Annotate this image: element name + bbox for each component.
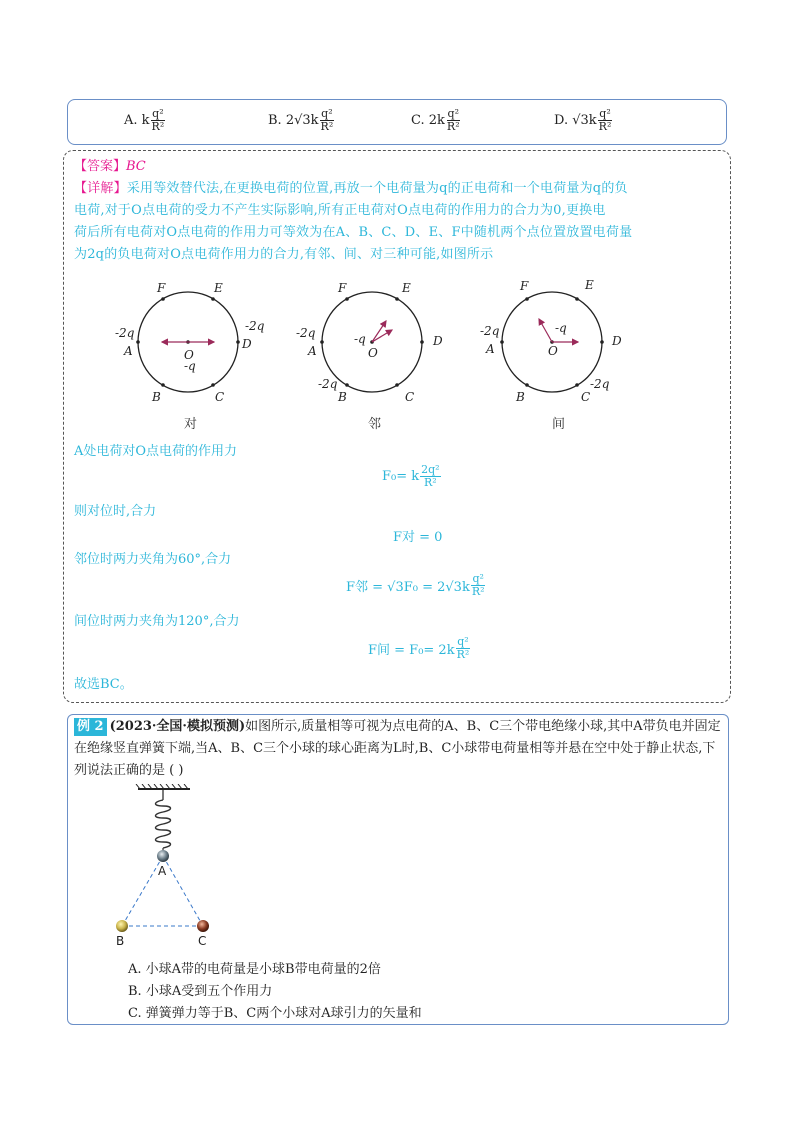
- caption-lin: 邻: [368, 417, 382, 432]
- answer-line: [74, 156, 146, 178]
- d3-label-B: B: [516, 390, 525, 404]
- d1-label-neg-q: -q: [184, 359, 196, 373]
- answer-value: BC: [126, 159, 146, 174]
- option-c-prefix: C. 2k: [411, 113, 445, 128]
- example-source: (2023·全国·模拟预测): [109, 719, 246, 734]
- answer-tag: 【答案】: [74, 159, 127, 174]
- example-stem-text: 如图所示,质量相等可视为点电荷的A、B、C三个带电绝缘小球,其中A带负电并固定在绝缘竖直弹簧下端,当A、B、C三个小球的球心距离为L时,B、C小球带电荷量相等并悬在空中处于静止状态,下列说法正确的是 ( ): [74, 719, 721, 778]
- d2-label-F: F: [338, 281, 347, 295]
- detail-line-3: 荷后所有电荷对O点电荷的作用力可等效为在A、B、C、D、E、F中随机两个点位置放置电荷量: [74, 225, 633, 240]
- option-c[interactable]: [411, 108, 461, 133]
- diagram-jian: [480, 278, 622, 404]
- conclusion: 故选BC。: [74, 677, 133, 692]
- formula-f-jian: F间 = F₀= 2k $\frac{\text{q²}}{\text{R²}}$: [368, 635, 470, 661]
- label-ball-b: B: [116, 934, 125, 948]
- label-ball-c: C: [198, 934, 207, 948]
- d2-label-C: C: [405, 390, 415, 404]
- diagram-lin: [296, 281, 443, 404]
- option-b[interactable]: [268, 108, 334, 133]
- option-d-fraction: $\frac{\text{q²}}{\text{R²}}$: [598, 107, 612, 133]
- option-d[interactable]: [554, 108, 612, 133]
- d1-label-D: D: [242, 337, 252, 351]
- formula-f0: F₀= k $\frac{\text{2q²}}{\text{R²}}$: [382, 463, 440, 489]
- charge-circle-diagrams: [100, 275, 660, 435]
- example-tag: 例 2: [74, 718, 107, 736]
- d1-label-neg2q-right: -2q: [245, 319, 265, 333]
- diagram-dui: [115, 281, 265, 404]
- d3-label-E: E: [585, 278, 594, 292]
- d2-label-E: E: [402, 281, 411, 295]
- options-box: [67, 99, 727, 145]
- choice-c[interactable]: C. 弹簧弹力等于B、C两个小球对A球引力的矢量和: [128, 1006, 422, 1021]
- d2-label-B: B: [338, 390, 347, 404]
- detail-tag: 【详解】: [74, 181, 127, 196]
- d1-label-A: A: [124, 344, 133, 358]
- spring-ball-figure: [108, 784, 228, 949]
- d3-label-D: D: [612, 334, 622, 348]
- d2-label-neg2q-bottom: -2q: [318, 377, 338, 391]
- option-d-prefix: D. √3k: [554, 113, 597, 128]
- choice-a[interactable]: A. 小球A带的电荷量是小球B带电荷量的2倍: [128, 962, 381, 977]
- d1-label-neg2q-left: -2q: [115, 326, 135, 340]
- option-b-fraction: $\frac{\text{q²}}{\text{R²}}$: [320, 107, 334, 133]
- d3-label-A: A: [486, 342, 495, 356]
- d2-label-O: O: [368, 346, 378, 360]
- line-dui: 则对位时,合力: [74, 504, 157, 519]
- label-ball-a: A: [158, 864, 167, 878]
- d3-label-O: O: [548, 344, 558, 358]
- d3-label-neg-q: -q: [555, 321, 567, 335]
- option-a[interactable]: [124, 108, 165, 133]
- formula-f-lin: F邻 = √3F₀ = 2√3k $\frac{\text{q²}}{\text{R²}}$: [346, 572, 485, 598]
- d1-label-F: F: [157, 281, 166, 295]
- line-lin: 邻位时两力夹角为60°,合力: [74, 552, 232, 567]
- detail-line-4: 为2q的负电荷对O点电荷作用力的合力,有邻、间、对三种可能,如图所示: [74, 247, 494, 262]
- d1-label-E: E: [214, 281, 223, 295]
- line-jian: 间位时两力夹角为120°,合力: [74, 614, 240, 629]
- d3-label-C: C: [581, 390, 591, 404]
- option-c-fraction: $\frac{\text{q²}}{\text{R²}}$: [446, 107, 460, 133]
- d2-label-neg2q-left: -2q: [296, 326, 316, 340]
- option-a-fraction: $\frac{\text{q²}}{\text{R²}}$: [151, 107, 165, 133]
- ball-c: [197, 920, 209, 932]
- d2-label-A: A: [308, 344, 317, 358]
- d2-label-neg-q: -q: [354, 332, 366, 346]
- d1-label-B: B: [152, 390, 161, 404]
- detail-paragraph: [74, 178, 720, 266]
- caption-dui: 对: [184, 417, 198, 432]
- formula-f-dui: F对 = 0: [393, 530, 443, 545]
- d3-label-neg2q-left: -2q: [480, 324, 500, 338]
- choice-b[interactable]: B. 小球A受到五个作用力: [128, 984, 273, 999]
- d1-label-C: C: [215, 390, 225, 404]
- example-stem: [74, 716, 724, 782]
- d2-label-D: D: [433, 334, 443, 348]
- option-a-prefix: A. k: [124, 113, 150, 128]
- line-force-A: A处电荷对O点电荷的作用力: [74, 444, 238, 459]
- d3-label-F: F: [520, 279, 529, 293]
- caption-jian: 间: [552, 417, 566, 432]
- ball-b: [116, 920, 128, 932]
- detail-line-2: 电荷,对于O点电荷的受力不产生实际影响,所有正电荷对O点电荷的作用力的合力为0,更换电: [74, 203, 606, 218]
- detail-line-1: 【详解】采用等效替代法,在更换电荷的位置,再放一个电荷量为q的正电荷和一个电荷量为q的负: [74, 181, 628, 196]
- d1-label-O: O: [184, 348, 194, 362]
- ball-a: [157, 850, 169, 862]
- option-b-prefix: B. 2√3k: [268, 113, 319, 128]
- d3-label-neg2q-bottom: -2q: [590, 377, 610, 391]
